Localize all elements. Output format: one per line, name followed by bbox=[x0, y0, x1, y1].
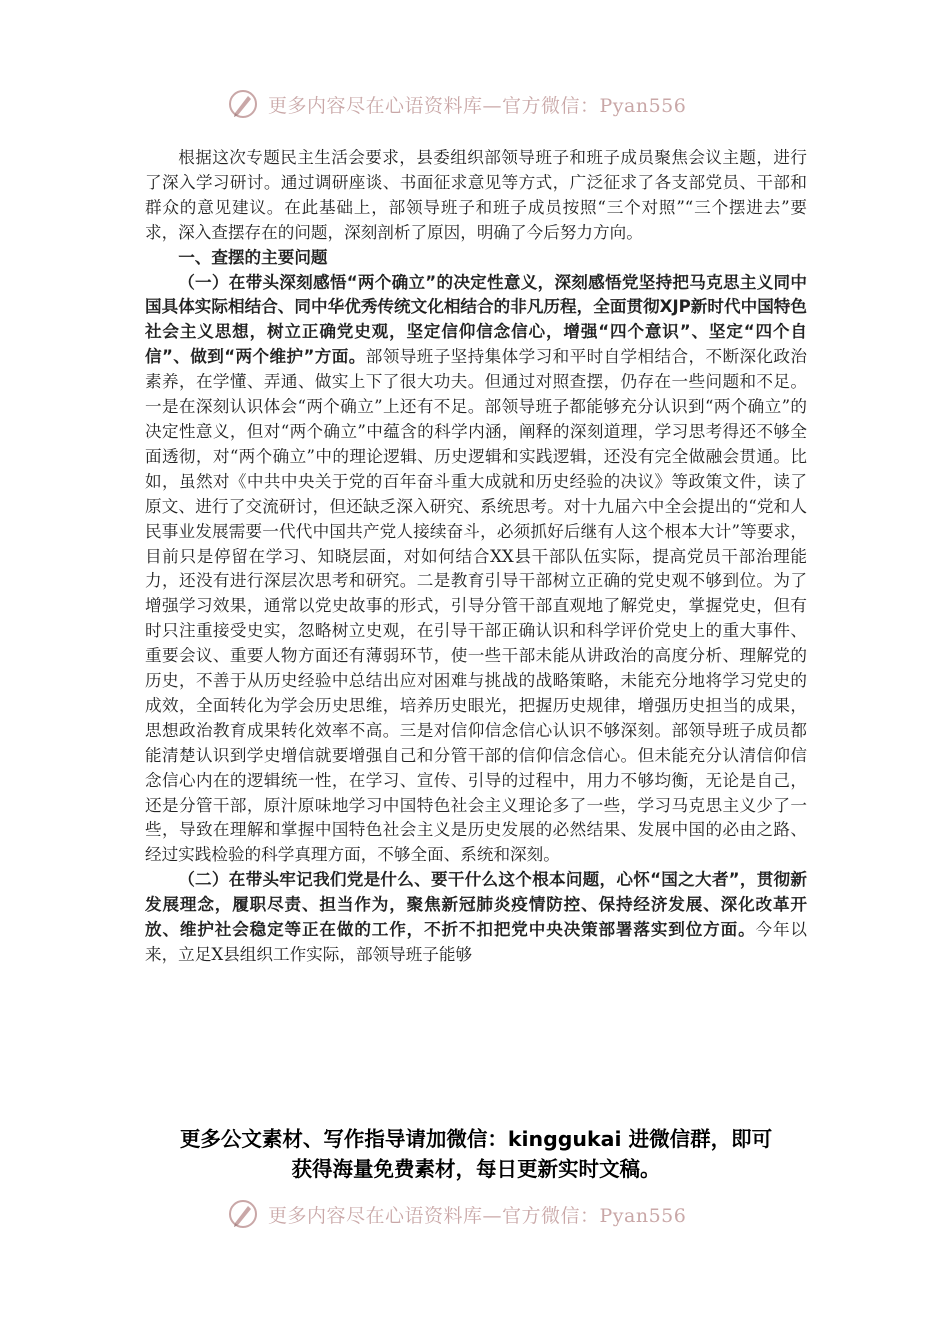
pen-logo-icon bbox=[226, 87, 260, 121]
paragraph-text: 今年以来，立足X县组织工作实际，部领导班子能够 bbox=[145, 920, 808, 964]
document-body bbox=[145, 146, 807, 968]
watermark-footer bbox=[226, 1194, 746, 1234]
paragraph-lead-bold: （一）在带头深刻感悟“两个确立”的决定性意义，深刻感悟党坚持把马克思主义同中国具体实际相结合、同中华优秀传统文化相结合的非凡历程，全面贯彻XJP新时代中国特色社会主义思想，树立正确党史观，坚定信仰信念信心，增强“四个意识”、坚定“四个自信”、做到“两个维护”方面。 bbox=[145, 272, 807, 367]
watermark-header bbox=[226, 84, 746, 124]
paragraph-text: 部领导班子坚持集体学习和平时自学相结合，不断深化政治素养，在学懂、弄通、做实上下了很大功夫。但通过对照查摆，仍存在一些问题和不足。一是在深刻认识体会“两个确立”上还有不足。部领导班子都能够充分认识到“两个确立”的决定性意义，但对“两个确立”中蕴含的科学内涵，阐释的深刻道理，学习思考得还不够全面透彻，对“两个确立”中的理论逻辑、历史逻辑和实践逻辑，还没有完全做融会贯通。比如，虽然对《中共中央关于党的百年奋斗重大成就和历史经验的决议》等政策文件，读了原文、进行了交流研讨，但还缺乏深入研究、系统思考。对十九届六中全会提出的“党和人民事业发展需要一代代中国共产党人接续奋斗，必须抓好后继有人这个根本大计”等要求，目前只是停留在学习、知晓层面，对如何结合XX县干部队伍实际，提高党员干部治理能力，还没有进行深层次思考和研究。二是教育引导干部树立正确的党史观不够到位。为了增强学习效果，通常以党史故事的形式，引导分管干部直观地了解党史，掌握党史，但有时只注重接受史实，忽略树立史观，在引导干部正确认识和科学评价党史上的重大事件、重要会议、重要人物方面还有薄弱环节，使一些干部未能从讲政治的高度分析、理解党的历史，不善于从历史经验中总结出应对困难与挑战的战略策略，未能充分地将学习党史的成效，全面转化为学会历史思维，培养历史眼光，把握历史规律，增强历史担当的成果，思想政治教育成果转化效率不高。三是对信仰信念信心认识不够深刻。部领导班子成员都能清楚认识到学史增信就要增强自己和分管干部的信仰信念信心。但未能充分认清信仰信念信心内在的逻辑统一性，在学习、宣传、引导的过程中，用力不够均衡，无论是自己，还是分管干部，原汁原味地学习中国特色社会主义理论多了一些，学习马克思主义少了一些，导致在理解和掌握中国特色社会主义是历史发展的必然结果、发展中国的必由之路、经过实践检验的科学真理方面，不够全面、系统和深刻。 bbox=[145, 347, 808, 865]
section-heading: 一、查摆的主要问题 bbox=[178, 247, 328, 267]
paragraph-section-2 bbox=[145, 868, 807, 968]
paragraph-text: 根据这次专题民主生活会要求，县委组织部领导班子和班子成员聚焦会议主题，进行了深入学习研讨。通过调研座谈、书面征求意见等方式，广泛征求了各支部党员、干部和群众的意见建议。在此基础上，部领导班子和班子成员按照“三个对照”“三个摆进去”要求，深入查摆存在的问题，深刻剖析了原因，明确了今后努力方向。 bbox=[145, 148, 807, 242]
intro-paragraph bbox=[145, 146, 807, 246]
promo-line-2: 获得海量免费素材，每日更新实时文稿。 bbox=[291, 1157, 661, 1181]
pen-logo-icon bbox=[226, 1197, 260, 1231]
watermark-text: 更多内容尽在心语资料库—官方微信：Pyan556 bbox=[268, 94, 687, 117]
promo-notice bbox=[120, 1124, 832, 1184]
paragraph-section-1 bbox=[145, 271, 807, 869]
promo-line-1: 更多公文素材、写作指导请加微信：kinggukai 进微信群，即可 bbox=[179, 1127, 773, 1151]
paragraph-lead-bold: （二）在带头牢记我们党是什么、要干什么这个根本问题，心怀“国之大者”，贯彻新发展理念，履职尽责、担当作为，聚焦新冠肺炎疫情防控、保持经济发展、深化改革开放、维护社会稳定等正在做的工作，不折不扣把党中央决策部署落实到位方面。 bbox=[145, 870, 807, 940]
watermark-text: 更多内容尽在心语资料库—官方微信：Pyan556 bbox=[268, 1204, 687, 1227]
